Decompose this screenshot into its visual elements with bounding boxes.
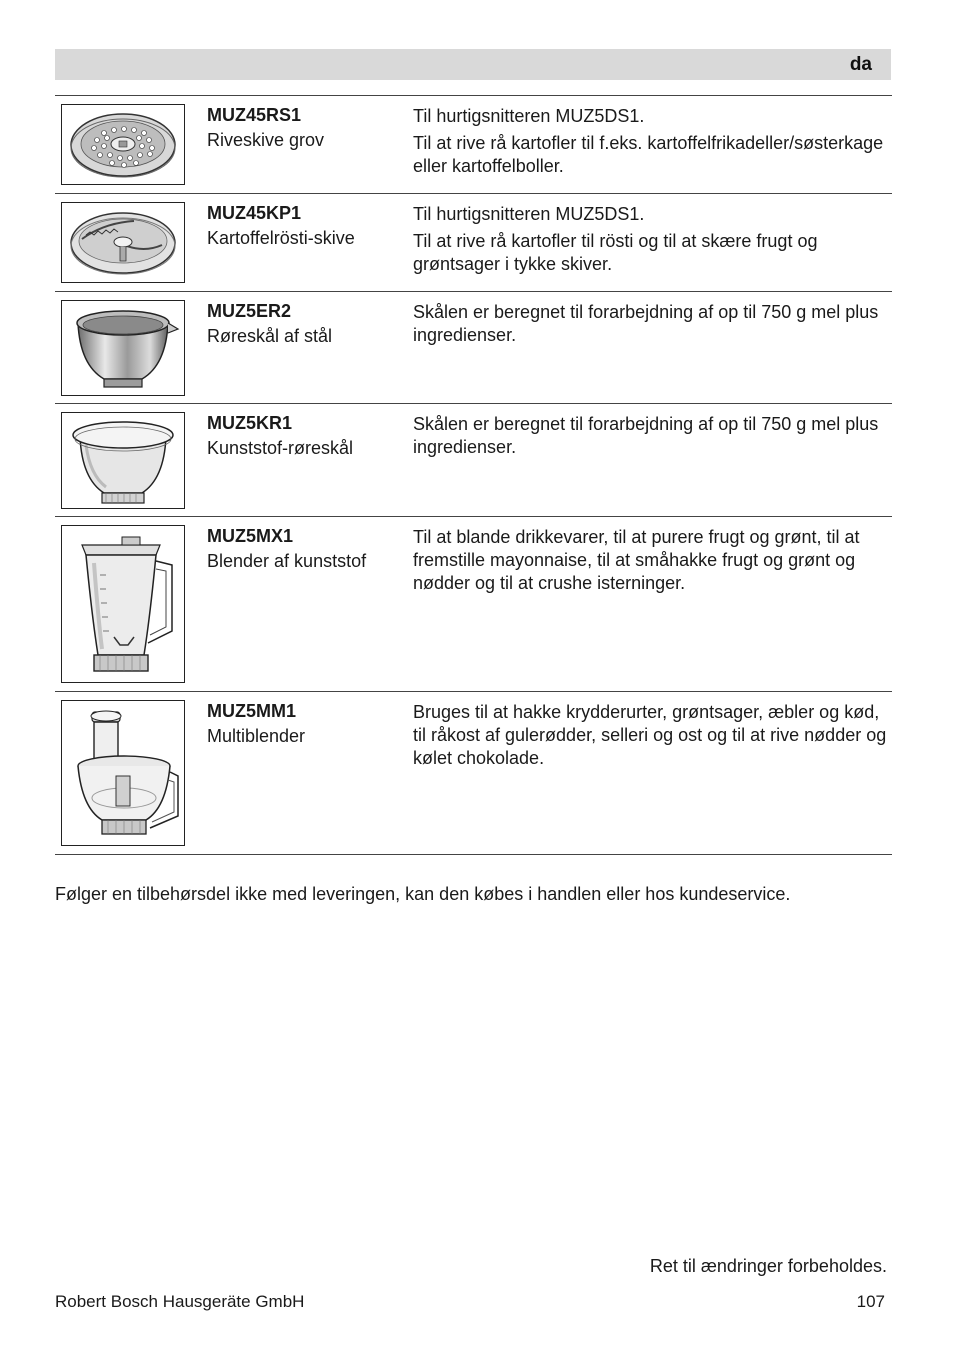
product-image [61,412,185,509]
product-description [413,105,893,182]
description-line: Til hurtigsnitteren MUZ5DS1. [413,204,645,224]
product-description [413,203,893,280]
description-line: Til at blande drikkevarer, til at purere frugt og grønt, til at fremstille mayonnaise, til at småhakke frugt og grønt og nødder og til at crushe isterninger. [413,527,860,593]
accessory-table [55,95,892,855]
product-code: MUZ5MM1 [207,701,296,721]
product-code: MUZ5ER2 [207,301,292,321]
product-name: Multiblender [207,726,306,746]
product-code: MUZ5KR1 [207,413,293,433]
product-image [61,525,185,683]
rosti-disc-icon [64,205,182,281]
product-description [413,413,893,463]
description-line: Bruges til at hakke krydderurter, grøntsager, æbler og kød, til råkost af gulerødder, selleri og ost og til at rive nødder og kølet chokolade. [413,702,887,768]
product-code: MUZ5MX1 [207,526,294,546]
table-row [55,291,892,403]
description-line: Skålen er beregnet til forarbejdning af op til 750 g mel plus ingredienser. [413,414,879,457]
product-description [413,301,893,351]
blender-icon [64,527,182,681]
product-image [61,300,185,396]
product-name: Kunststof-røreskål [207,438,354,458]
coarse-grating-disc-icon [64,107,182,183]
description-line: Skålen er beregnet til forarbejdning af op til 750 g mel plus ingredienser. [413,302,879,345]
description-line: Til at rive rå kartofler til rösti og til at skære frugt og grøntsager i tykke skiver. [413,231,818,274]
multiblender-icon [64,702,182,844]
footnote: Følger en tilbehørsdel ikke med leveringen, kan den købes i handlen eller hos kundeservice. [55,884,791,904]
steel-bowl-icon [64,303,182,393]
product-code: MUZ45KP1 [207,203,302,223]
table-row [55,193,892,291]
plastic-bowl-icon [64,415,182,507]
product-name: Blender af kunststof [207,551,367,571]
table-row [55,516,892,691]
rights-reserved-note: Ret til ændringer forbeholdes. [649,1256,887,1276]
page-number: 107 [856,1292,885,1311]
table-row [55,95,892,193]
product-description [413,526,893,599]
language-code: da [849,54,872,75]
language-bar [55,49,891,80]
product-image [61,202,185,283]
table-row [55,403,892,516]
description-line: Til at rive rå kartofler til f.eks. kartoffelfrikadeller/søsterkage eller kartoffelboller. [413,133,884,176]
description-line: Til hurtigsnitteren MUZ5DS1. [413,106,645,126]
product-code: MUZ45RS1 [207,105,302,125]
product-description [413,701,893,774]
product-name: Riveskive grov [207,130,325,150]
company-name: Robert Bosch Hausgeräte GmbH [55,1292,305,1311]
product-name: Kartoffelrösti-skive [207,228,355,248]
product-image [61,700,185,846]
table-row [55,691,892,855]
product-name: Røreskål af stål [207,326,333,346]
product-image [61,104,185,185]
